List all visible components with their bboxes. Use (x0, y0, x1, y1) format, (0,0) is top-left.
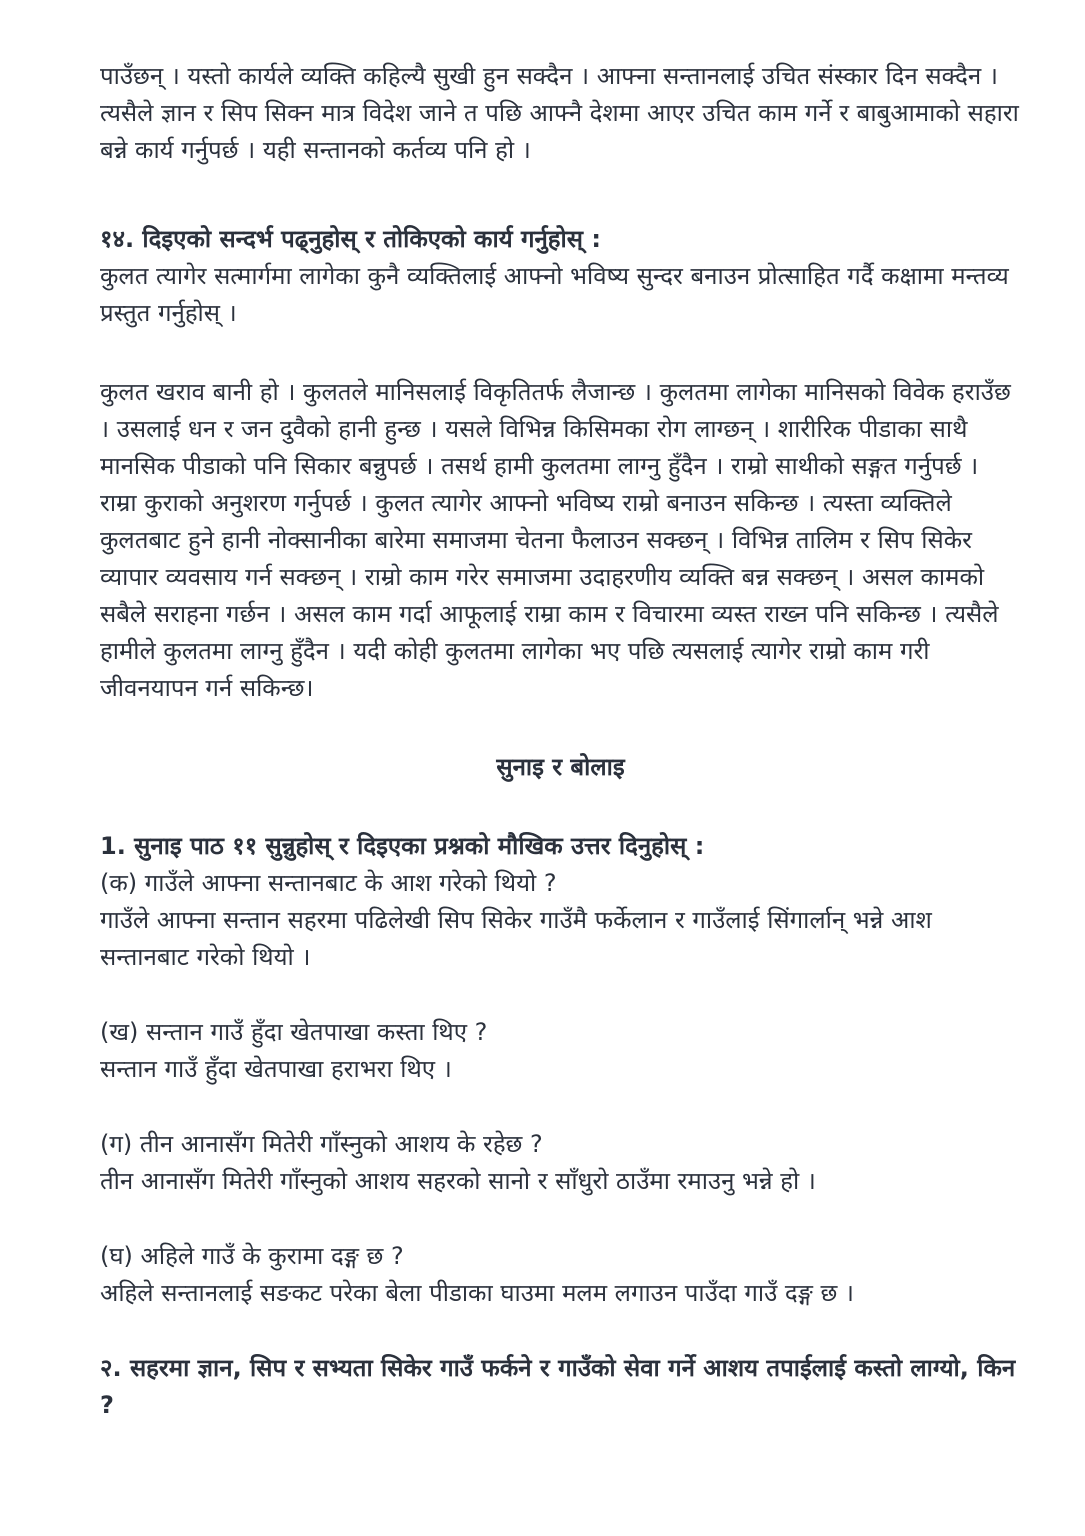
spacer (100, 1088, 1021, 1126)
spacer (100, 169, 1021, 221)
q1-answer-kha: सन्तान गाउँ हुँदा खेतपाखा हराभरा थिए । (100, 1055, 452, 1083)
spacer (100, 786, 1021, 828)
q1-answer-ga: तीन आनासँग मितेरी गाँस्नुको आशय सहरको सानो र साँधुरो ठाउँमा रमाउनु भन्ने हो । (100, 1167, 816, 1195)
spacer (100, 1312, 1021, 1350)
q1-question-kha: (ख) सन्तान गाउँ हुँदा खेतपाखा कस्ता थिए ? (100, 1018, 488, 1046)
q1-question-gha: (घ) अहिले गाउँ के कुरामा दङ्ग छ ? (100, 1242, 404, 1270)
q1-question-ga: (ग) तीन आनासँग मितेरी गाँस्नुको आशय के रहेछ ? (100, 1130, 543, 1158)
q2-heading: २. सहरमा ज्ञान, सिप र सभ्यता सिकेर गाउँ फर्कने र गाउँको सेवा गर्ने आशय तपाईलाई कस्तो लाग्यो, किन ? (100, 1354, 1016, 1419)
q1-answer-gha: अहिले सन्तानलाई सङकट परेका बेला पीडाका घाउमा मलम लगाउन पाउँदा गाउँ दङ्ग छ । (100, 1279, 854, 1307)
spacer (100, 1200, 1021, 1238)
section-title: सुनाइ र बोलाइ (496, 753, 625, 781)
q1-heading: 1. सुनाइ पाठ ११ सुन्नुहोस् र दिइएका प्रश्नको मौखिक उत्तर दिनुहोस् : (100, 832, 705, 860)
q1-question-ka: (क) गाउँले आफ्ना सन्तानबाट के आश गरेको थियो ? (100, 869, 557, 897)
spacer (100, 976, 1021, 1014)
q14-answer: कुलत खराव बानी हो । कुलतले मानिसलाई विकृतितर्फ लैजान्छ । कुलतमा लागेका मानिसको विवेक हराउँछ । उसलाई धन र जन दुवैको हानी हुन्छ । यसले विभिन्न किसिमका रोग लाग्छन् । शारीरिक पीडाका साथै मानसिक पीडाको पनि सिकार बन्नुपर्छ । तसर्थ हामी कुलतमा लाग्नु हुँदैन । राम्रो साथीको सङ्गत गर्नुपर्छ । राम्रा कुराको अनुशरण गर्नुपर्छ । कुलत त्यागेर आफ्नो भविष्य राम्रो बनाउन सकिन्छ । त्यस्ता व्यक्तिले कुलतबाट हुने हानी नोक्सानीका बारेमा समाजमा चेतना फैलाउन सक्छन् । विभिन्न तालिम र सिप सिकेर व्यापार व्यवसाय गर्न सक्छन् । राम्रो काम गरेर समाजमा उदाहरणीय व्यक्ति बन्न सक्छन् । असल कामको सबैले सराहना गर्छन । असल काम गर्दा आफूलाई राम्रा काम र विचारमा व्यस्त राख्न पनि सकिन्छ । त्यसैले हामीले कुलतमा लाग्नु हुँदैन । यदी कोही कुलतमा लागेका भए पछि त्यसलाई त्यागेर राम्रो काम गरी जीवनयापन गर्न सकिन्छ। (100, 378, 1011, 702)
spacer (100, 332, 1021, 374)
q1-answer-ka: गाउँले आफ्ना सन्तान सहरमा पढिलेखी सिप सिकेर गाउँमै फर्केलान र गाउँलाई सिंगार्लान् भन्ने आश सन्तानबाट गरेको थियो । (100, 906, 932, 971)
intro-paragraph: पाउँछन् । यस्तो कार्यले व्यक्ति कहिल्यै सुखी हुन सक्दैन । आफ्ना सन्तानलाई उचित संस्कार दिन सक्दैन । त्यसैले ज्ञान र सिप सिक्न मात्र विदेश जाने त पछि आफ्नै देशमा आएर उचित काम गर्ने र बाबुआमाको सहारा बन्ने कार्य गर्नुपर्छ । यही सन्तानको कर्तव्य पनि हो । (100, 62, 1019, 164)
q14-heading: १४. दिइएको सन्दर्भ पढ्नुहोस् र तोकिएको कार्य गर्नुहोस् : (100, 225, 601, 253)
q14-prompt: कुलत त्यागेर सत्मार्गमा लागेका कुनै व्यक्तिलाई आफ्नो भविष्य सुन्दर बनाउन प्रोत्साहित गर्दै कक्षामा मन्तव्य प्रस्तुत गर्नुहोस् । (100, 262, 1009, 327)
spacer (100, 707, 1021, 749)
